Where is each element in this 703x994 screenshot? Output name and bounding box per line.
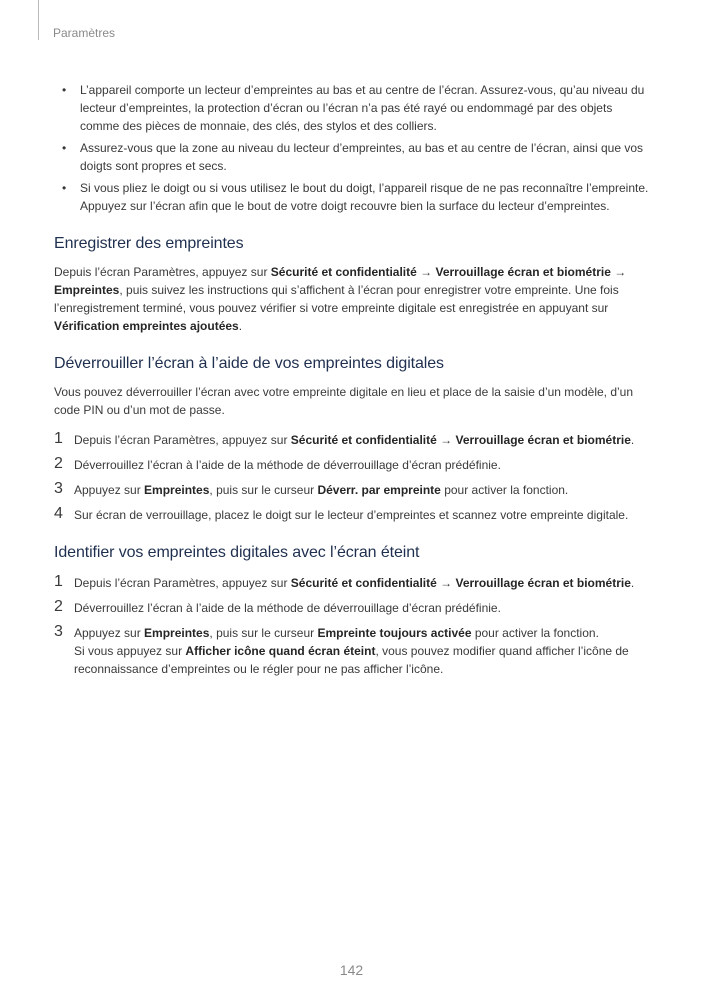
- menu-path-lock-screen: Verrouillage écran et biométrie: [455, 576, 631, 590]
- note-text: Assurez-vous que la zone au niveau du lecteur d’empreintes, au bas et au centre de l’écran, ainsi que vos doigts sont propres et secs.: [80, 141, 644, 173]
- unlock-steps: [54, 431, 654, 524]
- arrow: →: [416, 265, 436, 279]
- list-item: [54, 139, 654, 175]
- step-number: 2: [54, 455, 63, 472]
- section-title-screen-off: Identifier vos empreintes digitales avec l’écran éteint: [54, 544, 420, 561]
- step-item: [54, 624, 654, 678]
- step-note: [74, 642, 654, 678]
- text: .: [630, 576, 635, 590]
- text: pour activer la fonction.: [471, 626, 599, 640]
- text: Appuyez sur: [74, 626, 145, 640]
- text: Depuis l’écran Paramètres, appuyez sur: [74, 576, 291, 590]
- step-item: [54, 456, 654, 474]
- text: pour activer la fonction.: [440, 483, 569, 497]
- text: Si vous appuyez sur: [74, 644, 186, 658]
- text: , vous pouvez modifier quand afficher l’icône de reconnaissance d’empreintes ou le régler pour ne pas afficher l’icône.: [74, 644, 629, 676]
- step-number: 3: [54, 623, 63, 640]
- menu-path-security: Sécurité et confidentialité: [290, 433, 437, 447]
- text: , puis suivez les instructions qui s’affichent à l’écran pour enregistrer votre empreinte. Une fois l’enregistrement terminé, vous pouvez vérifier si votre empreinte digitale est enregistrée en appuyant sur: [54, 283, 619, 315]
- text: Sur écran de verrouillage, placez le doigt sur le lecteur d’empreintes et scannez votre empreinte digitale.: [74, 508, 629, 522]
- header-rule: [38, 0, 39, 40]
- page-content: [54, 81, 654, 685]
- section-title-register: Enregistrer des empreintes: [54, 235, 244, 252]
- step-item: [54, 574, 654, 592]
- step-item: [54, 506, 654, 524]
- text: Depuis l’écran Paramètres, appuyez sur: [74, 433, 291, 447]
- arrow: →: [436, 576, 456, 590]
- text: Déverrouillez l’écran à l’aide de la méthode de déverrouillage d’écran prédéfinie.: [74, 458, 501, 472]
- text: Appuyez sur: [74, 483, 145, 497]
- list-item: [54, 81, 654, 135]
- list-item: [54, 179, 654, 215]
- toggle-name: Déverr. par empreinte: [317, 483, 441, 497]
- step-item: [54, 431, 654, 449]
- step-number: 4: [54, 505, 63, 522]
- screen-off-steps: [54, 574, 654, 678]
- step-number: 1: [54, 430, 63, 447]
- bullet-icon: •: [62, 141, 67, 155]
- register-instructions: [54, 263, 654, 335]
- text: .: [630, 433, 635, 447]
- text: Depuis l’écran Paramètres, appuyez sur: [54, 265, 271, 279]
- menu-path-check-fingerprints: Vérification empreintes ajoutées: [54, 319, 239, 333]
- menu-path-fingerprints: Empreintes: [144, 626, 210, 640]
- option-name: Afficher icône quand écran éteint: [185, 644, 376, 658]
- step-number: 3: [54, 480, 63, 497]
- menu-path-lock-screen: Verrouillage écran et biométrie: [435, 265, 611, 279]
- menu-path-fingerprints: Empreintes: [54, 283, 120, 297]
- page-number: 142: [339, 962, 364, 978]
- bullet-icon: •: [62, 181, 67, 195]
- text: .: [238, 319, 243, 333]
- text: , puis sur le curseur: [209, 626, 318, 640]
- notes-list: [54, 81, 654, 215]
- menu-path-fingerprints: Empreintes: [144, 483, 210, 497]
- unlock-intro: Vous pouvez déverrouiller l’écran avec votre empreinte digitale en lieu et place de la saisie d’un modèle, d’un code PIN ou d’un mot de passe.: [54, 385, 634, 417]
- note-text: Si vous pliez le doigt ou si vous utilisez le bout du doigt, l’appareil risque de ne pas reconnaître l’empreinte. Appuyez sur l’écran afin que le bout de votre doigt recouvre bien la surface du lecteur d’empreintes.: [80, 181, 649, 213]
- header-title: Paramètres: [53, 26, 116, 40]
- menu-path-lock-screen: Verrouillage écran et biométrie: [455, 433, 631, 447]
- arrow: →: [436, 433, 456, 447]
- menu-path-security: Sécurité et confidentialité: [290, 576, 437, 590]
- section-title-unlock: Déverrouiller l’écran à l’aide de vos empreintes digitales: [54, 355, 444, 372]
- step-number: 1: [54, 573, 63, 590]
- step-item: [54, 481, 654, 499]
- toggle-name: Empreinte toujours activée: [317, 626, 472, 640]
- step-item: [54, 599, 654, 617]
- step-number: 2: [54, 598, 63, 615]
- arrow: →: [610, 265, 627, 279]
- text: , puis sur le curseur: [209, 483, 318, 497]
- text: Déverrouillez l’écran à l’aide de la méthode de déverrouillage d’écran prédéfinie.: [74, 601, 501, 615]
- menu-path-security: Sécurité et confidentialité: [270, 265, 417, 279]
- note-text: L’appareil comporte un lecteur d’empreintes au bas et au centre de l’écran. Assurez-vous, qu’au niveau du lecteur d’empreintes, la protection d’écran ou l’écran n’a pas été rayé ou endommagé par des objets comme des pièces de monnaie, des clés, des stylos et des colliers.: [80, 83, 645, 133]
- bullet-icon: •: [62, 83, 67, 97]
